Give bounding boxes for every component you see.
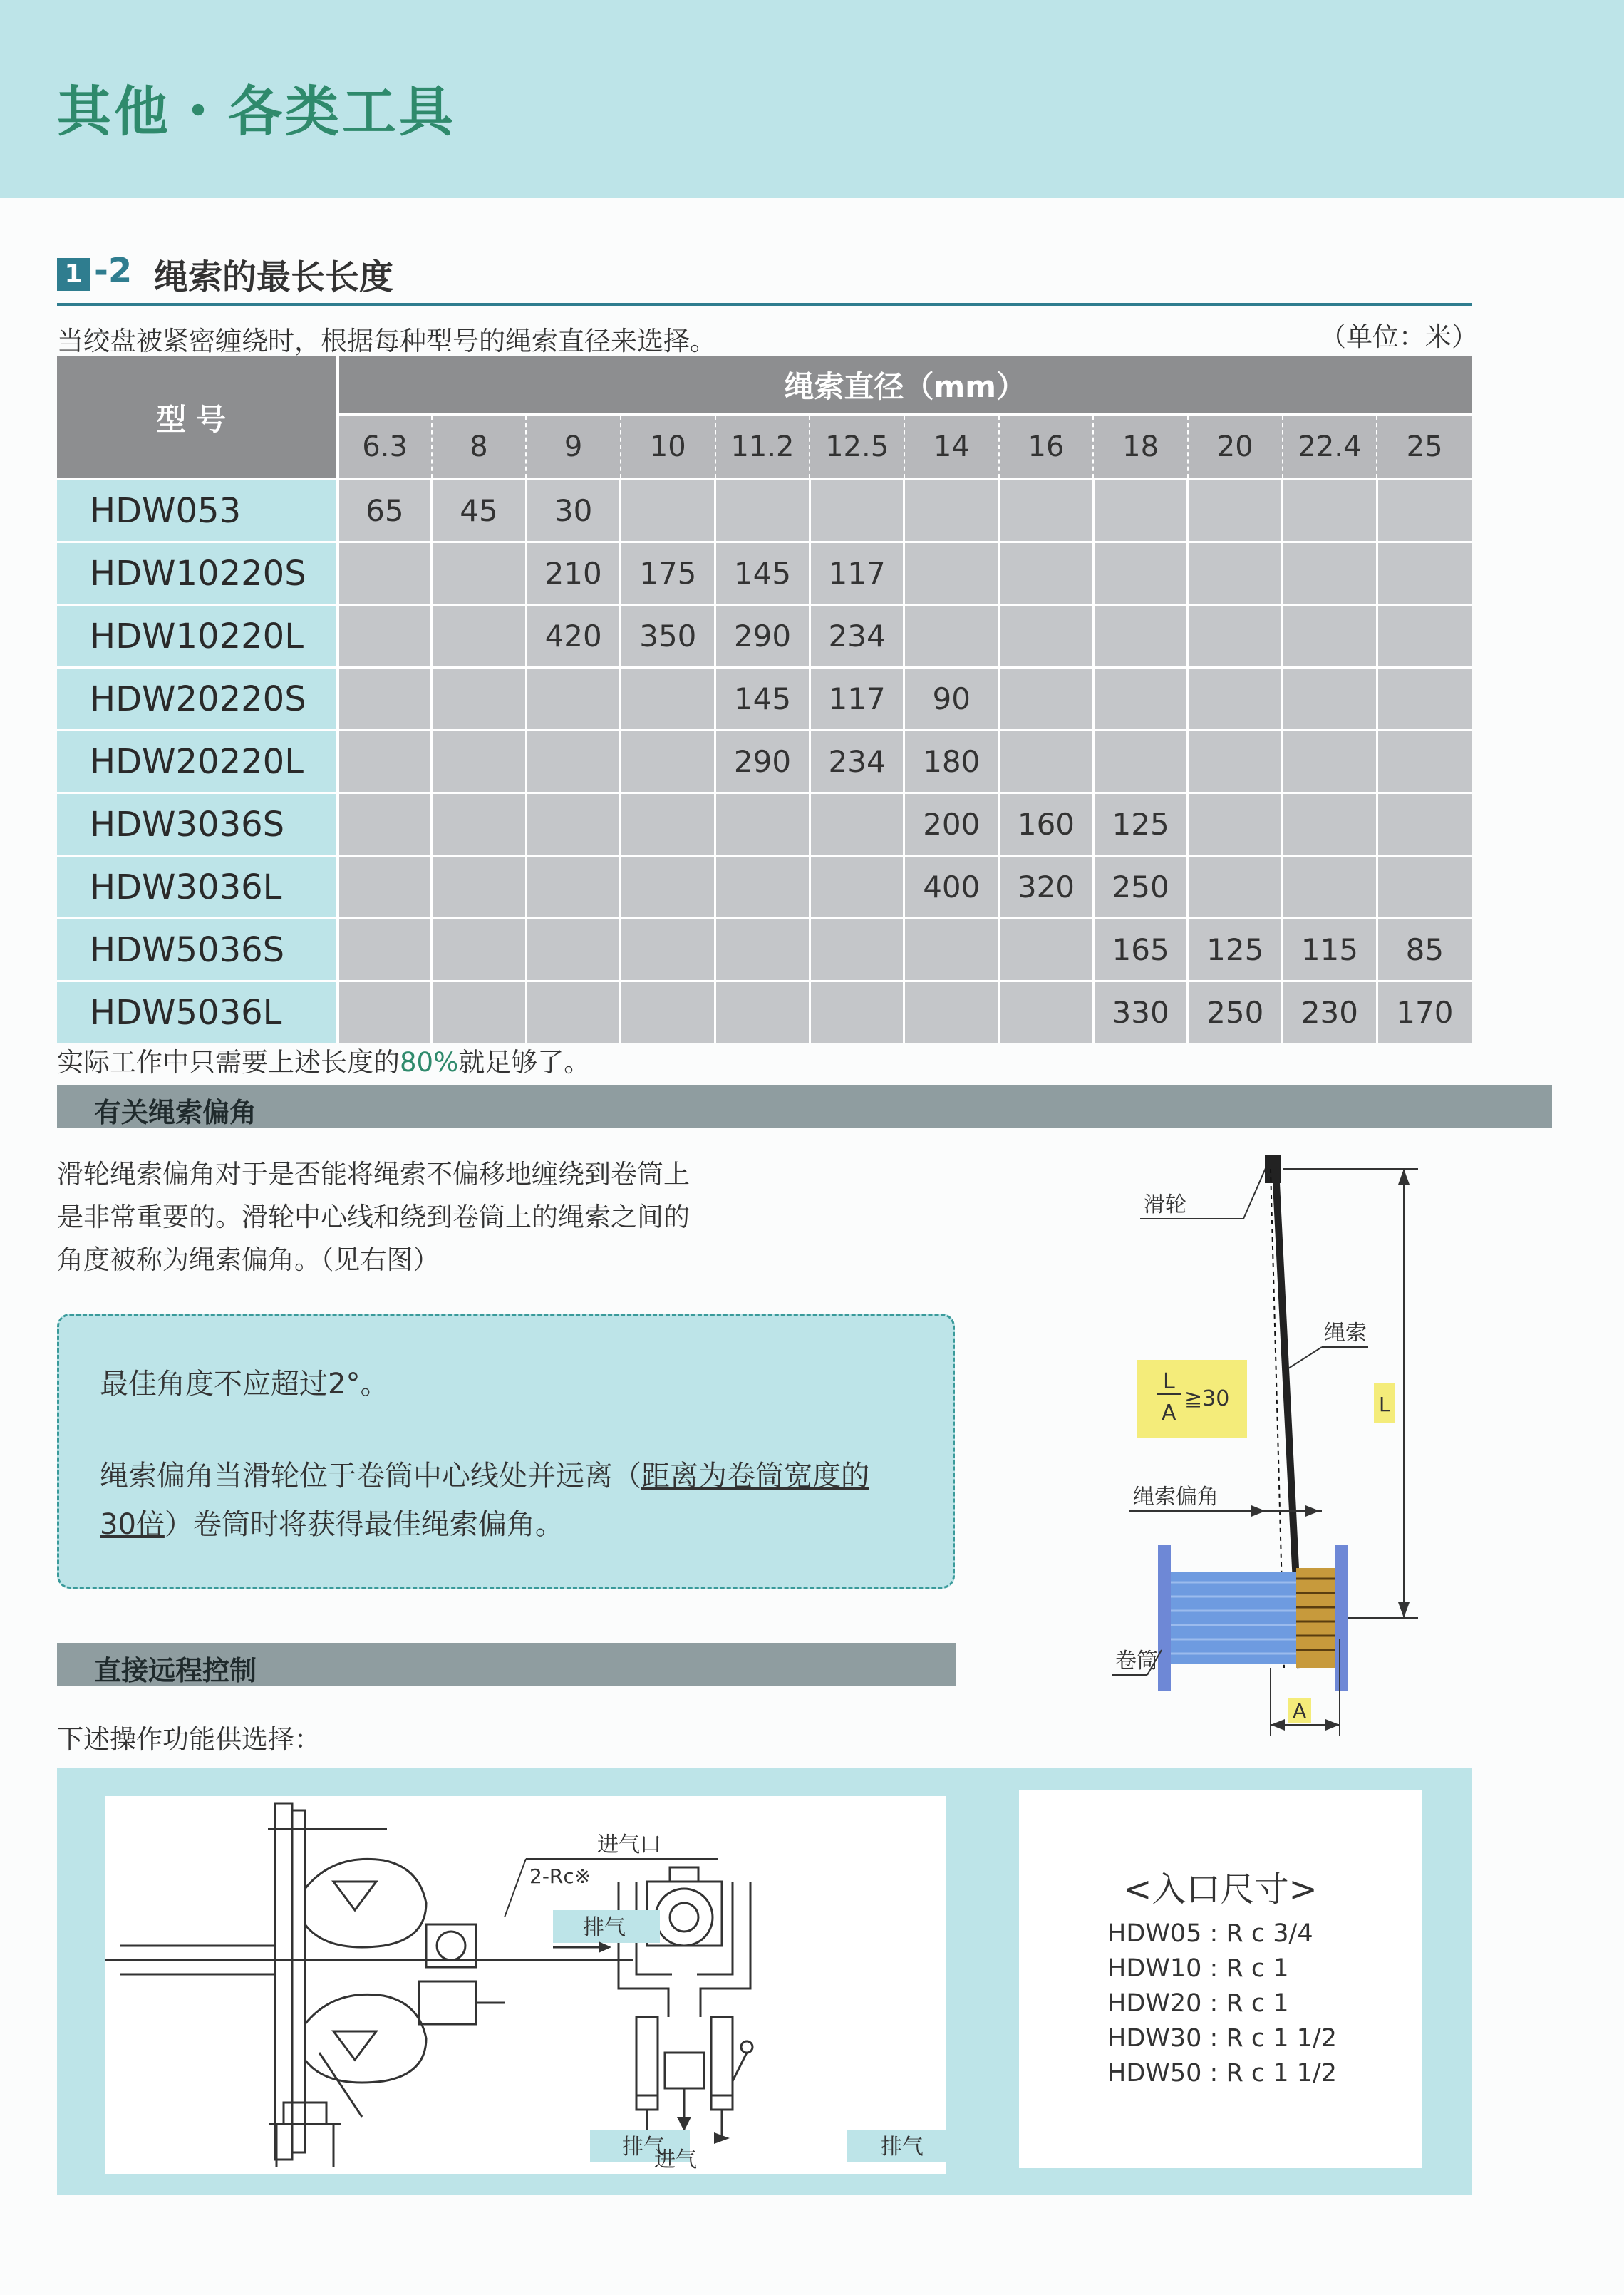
length-cell: 125: [1093, 793, 1188, 856]
diameter-header-cell: 10: [621, 415, 715, 480]
model-cell: HDW10220L: [57, 605, 337, 668]
length-cell: [337, 668, 432, 731]
table-row: [57, 919, 1472, 981]
length-cell: [432, 919, 527, 981]
length-cell: [432, 981, 527, 1043]
length-cell: [1377, 480, 1472, 542]
length-cell: 210: [526, 542, 621, 605]
length-cell: [999, 668, 1094, 731]
length-cell: [432, 793, 527, 856]
length-cell: [1283, 605, 1377, 668]
length-cell: 290: [715, 605, 810, 668]
length-cell: [337, 542, 432, 605]
drum-label: 卷筒: [1115, 1649, 1158, 1673]
length-cell: [337, 793, 432, 856]
winch-front-view: [619, 1867, 752, 2138]
length-cell: [715, 856, 810, 919]
model-cell: HDW20220S: [57, 668, 337, 731]
capacity-note: 实际工作中只需要上述长度的80%就足够了。: [57, 1047, 591, 1078]
length-cell: 117: [810, 668, 904, 731]
length-cell: 170: [1377, 981, 1472, 1043]
length-cell: [1093, 668, 1188, 731]
length-cell: [337, 605, 432, 668]
length-cell: [1377, 793, 1472, 856]
length-cell: [337, 856, 432, 919]
length-cell: [1377, 856, 1472, 919]
section-divider: [57, 303, 1472, 306]
ratio-value: ≧30: [1184, 1386, 1230, 1411]
length-cell: [1283, 856, 1377, 919]
inlet-row: HDW05 : R c 3/4: [1107, 1919, 1313, 1948]
length-cell: [1188, 793, 1283, 856]
length-cell: [337, 981, 432, 1043]
diameter-header-cell: 25: [1377, 415, 1472, 480]
table-row: [57, 793, 1472, 856]
exhaust-label: 排气: [583, 1915, 626, 1940]
length-cell: [1188, 856, 1283, 919]
model-cell: HDW5036S: [57, 919, 337, 981]
table-row: [57, 981, 1472, 1043]
length-cell: [621, 981, 715, 1043]
length-cell: 250: [1093, 856, 1188, 919]
intake-label: 进气: [654, 2147, 697, 2172]
length-cell: 350: [621, 605, 715, 668]
length-cell: 250: [1188, 981, 1283, 1043]
length-cell: [999, 480, 1094, 542]
table-row: [57, 856, 1472, 919]
length-cell: 200: [904, 793, 999, 856]
length-cell: [1093, 605, 1188, 668]
length-cell: 320: [999, 856, 1094, 919]
length-cell: 234: [810, 605, 904, 668]
length-cell: [621, 919, 715, 981]
diameter-header-cell: 11.2: [715, 415, 810, 480]
ratio-l: L: [1163, 1369, 1175, 1394]
length-cell: [1283, 731, 1377, 793]
fleet-angle-bar: [57, 1085, 1552, 1128]
length-cell: [1377, 605, 1472, 668]
exhaust-right-label: 排气: [881, 2135, 924, 2160]
remote-control-drawing: [105, 1796, 946, 2174]
length-cell: [621, 793, 715, 856]
ratio-a: A: [1162, 1401, 1176, 1425]
pulley-label: 滑轮: [1144, 1192, 1186, 1217]
length-cell: [1188, 668, 1283, 731]
length-cell: [715, 981, 810, 1043]
diameter-column-header: 绳索直径（mm）: [337, 356, 1472, 415]
length-cell: [904, 542, 999, 605]
tip-max-angle: 最佳角度不应超过2°。: [100, 1368, 389, 1401]
length-cell: [1377, 668, 1472, 731]
length-cell: [999, 731, 1094, 793]
rope-length-table: [57, 356, 1472, 1043]
model-cell: HDW5036L: [57, 981, 337, 1043]
diameter-header-cell: 9: [526, 415, 621, 480]
length-cell: [432, 542, 527, 605]
length-cell: 290: [715, 731, 810, 793]
length-cell: [1283, 480, 1377, 542]
section-badge: 1: [57, 258, 90, 291]
length-cell: [432, 605, 527, 668]
length-cell: [810, 480, 904, 542]
length-cell: 234: [810, 731, 904, 793]
length-cell: [1188, 542, 1283, 605]
dim-a-label: A: [1293, 1699, 1307, 1723]
length-cell: [432, 856, 527, 919]
table-row: [57, 605, 1472, 668]
length-cell: [337, 919, 432, 981]
length-cell: [1093, 480, 1188, 542]
length-cell: [810, 919, 904, 981]
length-cell: [715, 793, 810, 856]
length-cell: [621, 480, 715, 542]
thread-label: 2-Rc※: [529, 1865, 591, 1888]
length-cell: [526, 981, 621, 1043]
length-cell: [999, 981, 1094, 1043]
length-cell: 180: [904, 731, 999, 793]
model-column-header: 型号: [57, 356, 337, 480]
length-cell: 117: [810, 542, 904, 605]
diameter-header-cell: 12.5: [810, 415, 904, 480]
winch-side-view: [105, 1803, 633, 2167]
fleet-angle-diagram: [1097, 1140, 1454, 1746]
diameter-header-cell: 6.3: [337, 415, 432, 480]
length-cell: 420: [526, 605, 621, 668]
length-cell: [432, 668, 527, 731]
exhaust-left-label: 排气: [622, 2135, 665, 2160]
length-cell: [1188, 731, 1283, 793]
pulley-label-group: [1140, 1162, 1268, 1219]
length-cell: 230: [1283, 981, 1377, 1043]
length-cell: [810, 856, 904, 919]
diameter-header-cell: 16: [999, 415, 1094, 480]
length-cell: [1188, 480, 1283, 542]
length-cell: 85: [1377, 919, 1472, 981]
model-cell: HDW10220S: [57, 542, 337, 605]
length-cell: [1283, 542, 1377, 605]
length-cell: [1283, 668, 1377, 731]
length-cell: [526, 856, 621, 919]
length-cell: [999, 542, 1094, 605]
inlet-row: HDW50 : R c 1 1/2: [1107, 2059, 1337, 2088]
diameter-header-cell: 8: [432, 415, 527, 480]
remote-control-title: 直接远程控制: [94, 1655, 257, 1686]
length-cell: [810, 793, 904, 856]
model-cell: HDW3036S: [57, 793, 337, 856]
length-cell: [432, 731, 527, 793]
length-cell: [1093, 542, 1188, 605]
length-cell: [1377, 542, 1472, 605]
table-row: [57, 542, 1472, 605]
length-cell: [999, 919, 1094, 981]
length-cell: 145: [715, 668, 810, 731]
dim-l-label: L: [1379, 1393, 1390, 1416]
length-cell: 125: [1188, 919, 1283, 981]
length-cell: [526, 919, 621, 981]
unit-label: （单位：米）: [1320, 321, 1478, 352]
tip-best-angle: 绳索偏角当滑轮位于卷筒中心线处并远离（距离为卷筒宽度的30倍）卷筒时将获得最佳绳索偏角。: [100, 1460, 869, 1541]
length-cell: [526, 668, 621, 731]
section-title: 绳索的最长长度: [154, 257, 394, 297]
inlet-size-title: <入口尺寸>: [1123, 1869, 1318, 1909]
length-cell: [1377, 731, 1472, 793]
diameter-header-cell: 14: [904, 415, 999, 480]
length-cell: [904, 480, 999, 542]
diameter-header-cell: 18: [1093, 415, 1188, 480]
fleet-angle-label: 绳索偏角: [1133, 1485, 1219, 1510]
length-cell: 45: [432, 480, 527, 542]
length-cell: [904, 981, 999, 1043]
inlet-row: HDW20 : R c 1: [1107, 1989, 1289, 2018]
length-cell: 165: [1093, 919, 1188, 981]
length-cell: [621, 668, 715, 731]
table-row: [57, 668, 1472, 731]
length-cell: [1283, 793, 1377, 856]
length-cell: [999, 605, 1094, 668]
length-cell: [904, 919, 999, 981]
page-title: 其他・各类工具: [57, 80, 456, 143]
length-cell: [526, 793, 621, 856]
diameter-header-cell: 22.4: [1283, 415, 1377, 480]
length-cell: [621, 731, 715, 793]
table-row: [57, 480, 1472, 542]
length-cell: 175: [621, 542, 715, 605]
inlet-row: HDW10 : R c 1: [1107, 1954, 1289, 1983]
fleet-angle-paragraph: 滑轮绳索偏角对于是否能将绳索不偏移地缠绕到卷筒上是非常重要的。滑轮中心线和绕到卷筒上的绳索之间的角度被称为绳索偏角。（见右图）: [57, 1159, 690, 1275]
length-cell: [715, 480, 810, 542]
length-cell: [337, 731, 432, 793]
fleet-angle-title: 有关绳索偏角: [94, 1097, 257, 1128]
intro-text: 当绞盘被紧密缠绕时，根据每种型号的绳索直径来选择。: [57, 326, 716, 356]
length-cell: [1093, 731, 1188, 793]
length-cell: 115: [1283, 919, 1377, 981]
length-cell: 400: [904, 856, 999, 919]
length-cell: 160: [999, 793, 1094, 856]
length-cell: [1188, 605, 1283, 668]
model-cell: HDW20220L: [57, 731, 337, 793]
length-cell: 145: [715, 542, 810, 605]
length-cell: 90: [904, 668, 999, 731]
table-row: [57, 731, 1472, 793]
drum-icon: [1158, 1545, 1348, 1691]
length-cell: [526, 731, 621, 793]
air-inlet-label: 进气口: [597, 1832, 661, 1857]
length-cell: 30: [526, 480, 621, 542]
selection-text: 下述操作功能供选择：: [57, 1724, 321, 1755]
inlet-row: HDW30 : R c 1 1/2: [1107, 2024, 1337, 2053]
model-cell: HDW3036L: [57, 856, 337, 919]
section-number: -2: [94, 251, 133, 291]
table-body: [57, 480, 1472, 1043]
length-cell: [810, 981, 904, 1043]
model-cell: HDW053: [57, 480, 337, 542]
length-cell: 65: [337, 480, 432, 542]
length-cell: [904, 605, 999, 668]
length-cell: [621, 856, 715, 919]
percent-value: 80%: [400, 1047, 459, 1078]
length-cell: 330: [1093, 981, 1188, 1043]
diameter-header-cell: 20: [1188, 415, 1283, 480]
rope-label: 绳索: [1324, 1321, 1367, 1346]
length-cell: [715, 919, 810, 981]
